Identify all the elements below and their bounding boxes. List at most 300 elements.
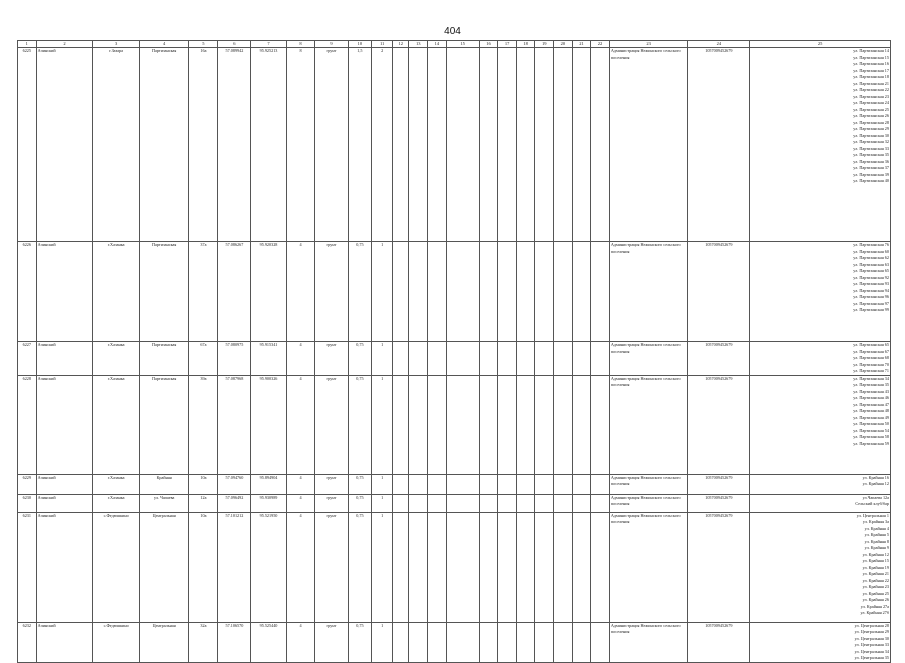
- column-number-13: 13: [409, 41, 428, 48]
- table-cell: [409, 474, 428, 494]
- address-item: ул. Крайняя 25: [862, 590, 889, 596]
- column-number-17: 17: [498, 41, 517, 48]
- address-list-cell: [750, 342, 891, 376]
- table-cell: 6225: [18, 48, 37, 242]
- address-item: ул. Крайняя 27б: [860, 610, 889, 615]
- address-item: ул. Крайняя 8: [864, 538, 889, 544]
- address-item: ул. Крайняя 12: [862, 551, 889, 557]
- column-number-16: 16: [479, 41, 498, 48]
- table-cell: Партизанская: [139, 242, 189, 342]
- address-item: ул. Партизанская 39: [853, 171, 889, 177]
- address-item: ул. Партизанская 16: [853, 61, 889, 66]
- table-cell: 95.894904: [251, 474, 286, 494]
- table-cell: [392, 48, 409, 242]
- table-cell: [572, 474, 591, 494]
- address-item: ул. Центральная 33: [854, 642, 889, 647]
- table-cell: 4: [286, 242, 315, 342]
- table-cell: [554, 622, 573, 662]
- address-item: ул. Крайняя 9: [864, 545, 889, 550]
- table-cell: 0,75: [348, 512, 372, 622]
- table-cell: [554, 48, 573, 242]
- address-item: ул. Партизанская 40: [853, 178, 889, 183]
- table-cell: 10а: [189, 474, 218, 494]
- table-cell: [446, 342, 479, 376]
- address-list-cell: [750, 375, 891, 474]
- column-number-10: 10: [348, 41, 372, 48]
- table-cell: [591, 242, 610, 342]
- column-number-row: [18, 41, 891, 48]
- table-cell: Администрация Нежинского сельского поселения: [609, 242, 688, 342]
- table-cell: Администрация Нежинского сельского поселения: [609, 375, 688, 474]
- table-cell: [516, 375, 535, 474]
- table-cell: [554, 375, 573, 474]
- table-cell: 1057009452679: [688, 48, 750, 242]
- table-cell: грунт: [315, 375, 348, 474]
- table-cell: 1057009452679: [688, 622, 750, 662]
- table-row: [18, 494, 891, 512]
- table-cell: [409, 48, 428, 242]
- table-cell: [498, 494, 517, 512]
- table-cell: 4: [286, 474, 315, 494]
- table-cell: 4: [286, 494, 315, 512]
- address-item: ул. Центральная 28: [854, 622, 889, 628]
- table-cell: 1: [372, 512, 393, 622]
- table-cell: [409, 512, 428, 622]
- column-number-8: 8: [286, 41, 315, 48]
- table-cell: 4: [286, 342, 315, 376]
- address-item: ул. Партизанская 24: [853, 100, 889, 105]
- table-row: [18, 242, 891, 342]
- table-cell: Ачинский: [36, 48, 93, 242]
- address-item: ул. Партизанская 71: [853, 368, 889, 373]
- address-item: ул. Партизанская 65: [853, 342, 889, 347]
- address-item: Сельский клуб/бар: [855, 501, 889, 506]
- table-cell: 1057009452679: [688, 494, 750, 512]
- table-cell: с.Федюшкино: [93, 622, 139, 662]
- table-cell: [554, 512, 573, 622]
- table-cell: [498, 342, 517, 376]
- table-cell: [516, 48, 535, 242]
- address-item: ул. Партизанская 25: [853, 106, 889, 112]
- address-item: ул. Крайняя 26: [862, 597, 889, 602]
- table-cell: 57.101212: [218, 512, 251, 622]
- address-item: ул. Партизанская 33: [853, 145, 889, 151]
- table-cell: [572, 342, 591, 376]
- table-cell: [498, 622, 517, 662]
- column-number-9: 9: [315, 41, 348, 48]
- table-cell: [428, 512, 447, 622]
- table-cell: Партизанская: [139, 48, 189, 242]
- table-cell: Ачинский: [36, 494, 93, 512]
- table-cell: [392, 622, 409, 662]
- address-item: ул. Партизанская 15: [853, 54, 889, 60]
- table-cell: 6229: [18, 474, 37, 494]
- table-cell: 57.086267: [218, 242, 251, 342]
- address-item: ул. Партизанская 35: [853, 152, 889, 157]
- address-item: ул. Партизанская 62: [853, 255, 889, 260]
- address-item: ул. Партизанская 48: [853, 408, 889, 413]
- address-item: ул. Крайняя 16: [862, 474, 889, 480]
- table-cell: [591, 375, 610, 474]
- address-item: ул. Партизанская 35: [853, 382, 889, 387]
- table-cell: [498, 375, 517, 474]
- table-cell: 1: [372, 474, 393, 494]
- table-cell: [446, 494, 479, 512]
- address-list-cell: [750, 48, 891, 242]
- table-cell: грунт: [315, 494, 348, 512]
- table-cell: [392, 512, 409, 622]
- table-cell: [516, 474, 535, 494]
- column-number-2: 2: [36, 41, 93, 48]
- column-number-12: 12: [392, 41, 409, 48]
- table-cell: [535, 474, 554, 494]
- address-item: ул. Крайняя 12: [862, 481, 889, 486]
- table-cell: [554, 474, 573, 494]
- table-cell: 1: [372, 622, 393, 662]
- address-item: ул. Партизанская 92: [853, 274, 889, 280]
- table-cell: Администрация Нежинского сельского поселения: [609, 48, 688, 242]
- column-number-25: 25: [750, 41, 891, 48]
- address-item: ул. Партизанская 26: [853, 113, 889, 118]
- address-item: ул. Партизанская 30: [853, 132, 889, 138]
- table-cell: [392, 474, 409, 494]
- address-item: ул. Партизанская 50: [853, 421, 889, 426]
- table-cell: [409, 242, 428, 342]
- address-item: ул. Крайняя 15: [862, 558, 889, 563]
- table-cell: [446, 622, 479, 662]
- address-item: ул. Партизанская 67: [853, 348, 889, 354]
- column-number-4: 4: [139, 41, 189, 48]
- address-item: ул. Партизанская 17: [853, 67, 889, 73]
- table-cell: 57.094760: [218, 474, 251, 494]
- table-cell: 67а: [189, 342, 218, 376]
- table-cell: [428, 342, 447, 376]
- address-item: ул. Партизанская 22: [853, 87, 889, 92]
- table-row: [18, 375, 891, 474]
- table-cell: [428, 474, 447, 494]
- table-cell: Администрация Нежинского сельского поселения: [609, 622, 688, 662]
- table-cell: Ачинский: [36, 242, 93, 342]
- table-cell: [554, 342, 573, 376]
- table-cell: 1: [372, 375, 393, 474]
- column-number-11: 11: [372, 41, 393, 48]
- table-cell: 0,75: [348, 622, 372, 662]
- address-item: ул. Крайняя 23: [862, 584, 889, 589]
- table-cell: [479, 48, 498, 242]
- table-cell: 95.920328: [251, 242, 286, 342]
- table-cell: 95.900326: [251, 375, 286, 474]
- table-cell: Ачинский: [36, 512, 93, 622]
- table-cell: [479, 375, 498, 474]
- address-list-cell: [750, 242, 891, 342]
- address-item: ул. Партизанская 65: [853, 268, 889, 273]
- table-cell: г.Хазанка: [93, 474, 139, 494]
- address-item: ул. Партизанская 54: [853, 427, 889, 433]
- table-cell: [572, 48, 591, 242]
- table-cell: [516, 342, 535, 376]
- table-cell: 1: [372, 494, 393, 512]
- address-item: ул. Центральная 34: [854, 648, 889, 654]
- table-cell: [479, 242, 498, 342]
- table-cell: [409, 375, 428, 474]
- table-cell: [428, 622, 447, 662]
- table-cell: [498, 474, 517, 494]
- table-cell: Администрация Нежинского сельского поселения: [609, 494, 688, 512]
- address-item: ул. Партизанская 99: [853, 307, 889, 312]
- table-cell: 2: [372, 48, 393, 242]
- table-cell: [392, 494, 409, 512]
- table-cell: [535, 242, 554, 342]
- table-cell: 0,75: [348, 375, 372, 474]
- table-cell: 6228: [18, 375, 37, 474]
- address-item: ул. Партизанская 14: [853, 48, 889, 53]
- table-cell: 37а: [189, 242, 218, 342]
- table-cell: 0,75: [348, 242, 372, 342]
- column-number-14: 14: [428, 41, 447, 48]
- address-item: ул. Партизанская 63: [853, 261, 889, 267]
- table-row: [18, 48, 891, 242]
- table-cell: [516, 242, 535, 342]
- address-item: ул. Партизанская 76: [853, 242, 889, 247]
- table-cell: грунт: [315, 512, 348, 622]
- address-item: ул. Крайняя 22: [862, 577, 889, 583]
- column-number-3: 3: [93, 41, 139, 48]
- table-cell: грунт: [315, 622, 348, 662]
- table-cell: 57.087968: [218, 375, 251, 474]
- table-cell: 1057009452679: [688, 342, 750, 376]
- table-cell: Центральная: [139, 622, 189, 662]
- table-cell: 0,75: [348, 474, 372, 494]
- address-item: ул. Партизанская 23: [853, 93, 889, 99]
- address-list-cell: [750, 494, 891, 512]
- table-cell: Администрация Нежинского сельского поселения: [609, 474, 688, 494]
- address-item: ул. Партизанская 47: [853, 401, 889, 407]
- table-cell: [516, 622, 535, 662]
- table-cell: [409, 494, 428, 512]
- table-cell: [428, 375, 447, 474]
- table-cell: 95.925213: [251, 48, 286, 242]
- table-cell: 1: [372, 342, 393, 376]
- table-cell: [446, 512, 479, 622]
- table-cell: [554, 494, 573, 512]
- address-item: ул. Партизанская 70: [853, 361, 889, 367]
- table-cell: [535, 622, 554, 662]
- table-cell: [535, 494, 554, 512]
- table-cell: [535, 375, 554, 474]
- table-cell: 1057009452679: [688, 474, 750, 494]
- table-cell: [446, 242, 479, 342]
- address-item: ул. Партизанская 68: [853, 355, 889, 360]
- address-item: ул. Партизанская 34: [853, 375, 889, 381]
- address-item: ул. Партизанская 43: [853, 388, 889, 394]
- table-cell: [392, 375, 409, 474]
- address-item: ул. Партизанская 60: [853, 248, 889, 254]
- table-cell: 6231: [18, 512, 37, 622]
- table-cell: Крайняя: [139, 474, 189, 494]
- table-cell: 0,75: [348, 342, 372, 376]
- table-cell: 1,5: [348, 48, 372, 242]
- table-cell: 95.915341: [251, 342, 286, 376]
- table-cell: [446, 48, 479, 242]
- table-cell: Ачинский: [36, 342, 93, 376]
- table-cell: 1057009452679: [688, 512, 750, 622]
- table-cell: г.Хазанка: [93, 342, 139, 376]
- address-item: ул. Партизанская 32: [853, 139, 889, 144]
- table-cell: 57.080975: [218, 342, 251, 376]
- page-number: 404: [444, 26, 461, 37]
- address-item: ул. Центральная 29: [854, 629, 889, 634]
- address-item: ул. Партизанская 93: [853, 281, 889, 286]
- address-item: ул. Крайняя 19: [862, 564, 889, 570]
- table-cell: Администрация Нежинского сельского поселения: [609, 342, 688, 376]
- column-number-5: 5: [189, 41, 218, 48]
- table-cell: Администрация Нежинского сельского поселения: [609, 512, 688, 622]
- table-cell: 4: [286, 512, 315, 622]
- address-list-cell: [750, 622, 891, 662]
- column-number-18: 18: [516, 41, 535, 48]
- column-number-7: 7: [251, 41, 286, 48]
- table-cell: Ачинский: [36, 375, 93, 474]
- address-item: ул. Партизанская 28: [853, 119, 889, 125]
- address-item: ул. Центральная 35: [854, 655, 889, 660]
- table-cell: 57.096492: [218, 494, 251, 512]
- table-cell: 95.930989: [251, 494, 286, 512]
- column-number-19: 19: [535, 41, 554, 48]
- table-cell: [516, 512, 535, 622]
- table-row: [18, 512, 891, 622]
- address-item: ул. Крайняя 4: [864, 525, 889, 531]
- column-number-6: 6: [218, 41, 251, 48]
- table-cell: [479, 622, 498, 662]
- table-cell: [591, 512, 610, 622]
- table-cell: [572, 512, 591, 622]
- table-cell: Ачинский: [36, 622, 93, 662]
- address-item: ул. Центральная 30: [854, 635, 889, 641]
- table-cell: [591, 342, 610, 376]
- table-cell: 6232: [18, 622, 37, 662]
- table-row: [18, 622, 891, 662]
- address-item: ул. Центральная 1: [856, 512, 889, 518]
- table-cell: 0,75: [348, 494, 372, 512]
- table-cell: 95.521950: [251, 512, 286, 622]
- address-item: ул. Партизанская 29: [853, 126, 889, 131]
- column-number-1: 1: [18, 41, 37, 48]
- table-row: [18, 342, 891, 376]
- table-cell: [428, 242, 447, 342]
- table-cell: 6230: [18, 494, 37, 512]
- table-cell: [591, 622, 610, 662]
- address-item: ул. Партизанская 59: [853, 440, 889, 446]
- column-number-20: 20: [554, 41, 573, 48]
- table-cell: 8: [286, 48, 315, 242]
- table-cell: 16а: [189, 48, 218, 242]
- table-cell: 4: [286, 622, 315, 662]
- table-cell: [572, 375, 591, 474]
- table-cell: г.Хазанка: [93, 242, 139, 342]
- column-number-23: 23: [609, 41, 688, 48]
- table-cell: 95.525440: [251, 622, 286, 662]
- table-cell: 6226: [18, 242, 37, 342]
- address-item: ул. Партизанская 94: [853, 287, 889, 293]
- table-cell: 57.089942: [218, 48, 251, 242]
- table-cell: 1: [372, 242, 393, 342]
- table-cell: 10а: [189, 512, 218, 622]
- table-cell: [392, 242, 409, 342]
- address-item: ул. Партизанская 37: [853, 165, 889, 170]
- table-cell: [479, 494, 498, 512]
- table-cell: 1057009452679: [688, 375, 750, 474]
- table-cell: [535, 48, 554, 242]
- table-cell: [591, 474, 610, 494]
- table-cell: [409, 342, 428, 376]
- address-item: ул. Крайняя 21: [862, 571, 889, 576]
- address-list-cell: [750, 474, 891, 494]
- table-cell: грунт: [315, 242, 348, 342]
- table-cell: [446, 474, 479, 494]
- table-cell: [409, 622, 428, 662]
- address-item: ул. Крайняя 3а: [862, 519, 889, 524]
- table-cell: 39а: [189, 375, 218, 474]
- table-cell: грунт: [315, 342, 348, 376]
- table-cell: грунт: [315, 48, 348, 242]
- table-cell: Партизанская: [139, 375, 189, 474]
- table-cell: 12а: [189, 494, 218, 512]
- table-cell: [535, 342, 554, 376]
- column-number-21: 21: [572, 41, 591, 48]
- table-cell: 4: [286, 375, 315, 474]
- table-cell: [498, 512, 517, 622]
- table-cell: грунт: [315, 474, 348, 494]
- address-item: ул.Чапаева 12а: [862, 494, 889, 500]
- table-cell: [446, 375, 479, 474]
- table-cell: [535, 512, 554, 622]
- table-cell: г.Хазанка: [93, 494, 139, 512]
- table-cell: с.Федюшкино: [93, 512, 139, 622]
- table-cell: г.Зазара: [93, 48, 139, 242]
- address-list-cell: [750, 512, 891, 622]
- table-cell: ул. Чапаева: [139, 494, 189, 512]
- table-cell: [479, 474, 498, 494]
- table-cell: [428, 494, 447, 512]
- table-cell: [591, 494, 610, 512]
- registry-table: [17, 40, 891, 663]
- address-item: ул. Партизанская 21: [853, 80, 889, 86]
- table-cell: [428, 48, 447, 242]
- table-cell: [392, 342, 409, 376]
- address-item: ул. Партизанская 36: [853, 158, 889, 164]
- table-cell: Ачинский: [36, 474, 93, 494]
- address-item: ул. Партизанская 46: [853, 395, 889, 400]
- table-cell: [572, 242, 591, 342]
- address-item: ул. Партизанская 97: [853, 300, 889, 306]
- table-cell: [591, 48, 610, 242]
- table-cell: 32а: [189, 622, 218, 662]
- address-item: ул. Партизанская 58: [853, 434, 889, 439]
- column-number-24: 24: [688, 41, 750, 48]
- address-item: ул. Крайняя 27а: [860, 603, 889, 609]
- table-cell: г.Хазанка: [93, 375, 139, 474]
- table-cell: Центральная: [139, 512, 189, 622]
- column-number-22: 22: [591, 41, 610, 48]
- table-cell: [479, 342, 498, 376]
- table-cell: [498, 48, 517, 242]
- column-number-15: 15: [446, 41, 479, 48]
- table-cell: [554, 242, 573, 342]
- table-cell: [516, 494, 535, 512]
- table-cell: [572, 494, 591, 512]
- table-cell: [498, 242, 517, 342]
- address-item: ул. Партизанская 49: [853, 414, 889, 420]
